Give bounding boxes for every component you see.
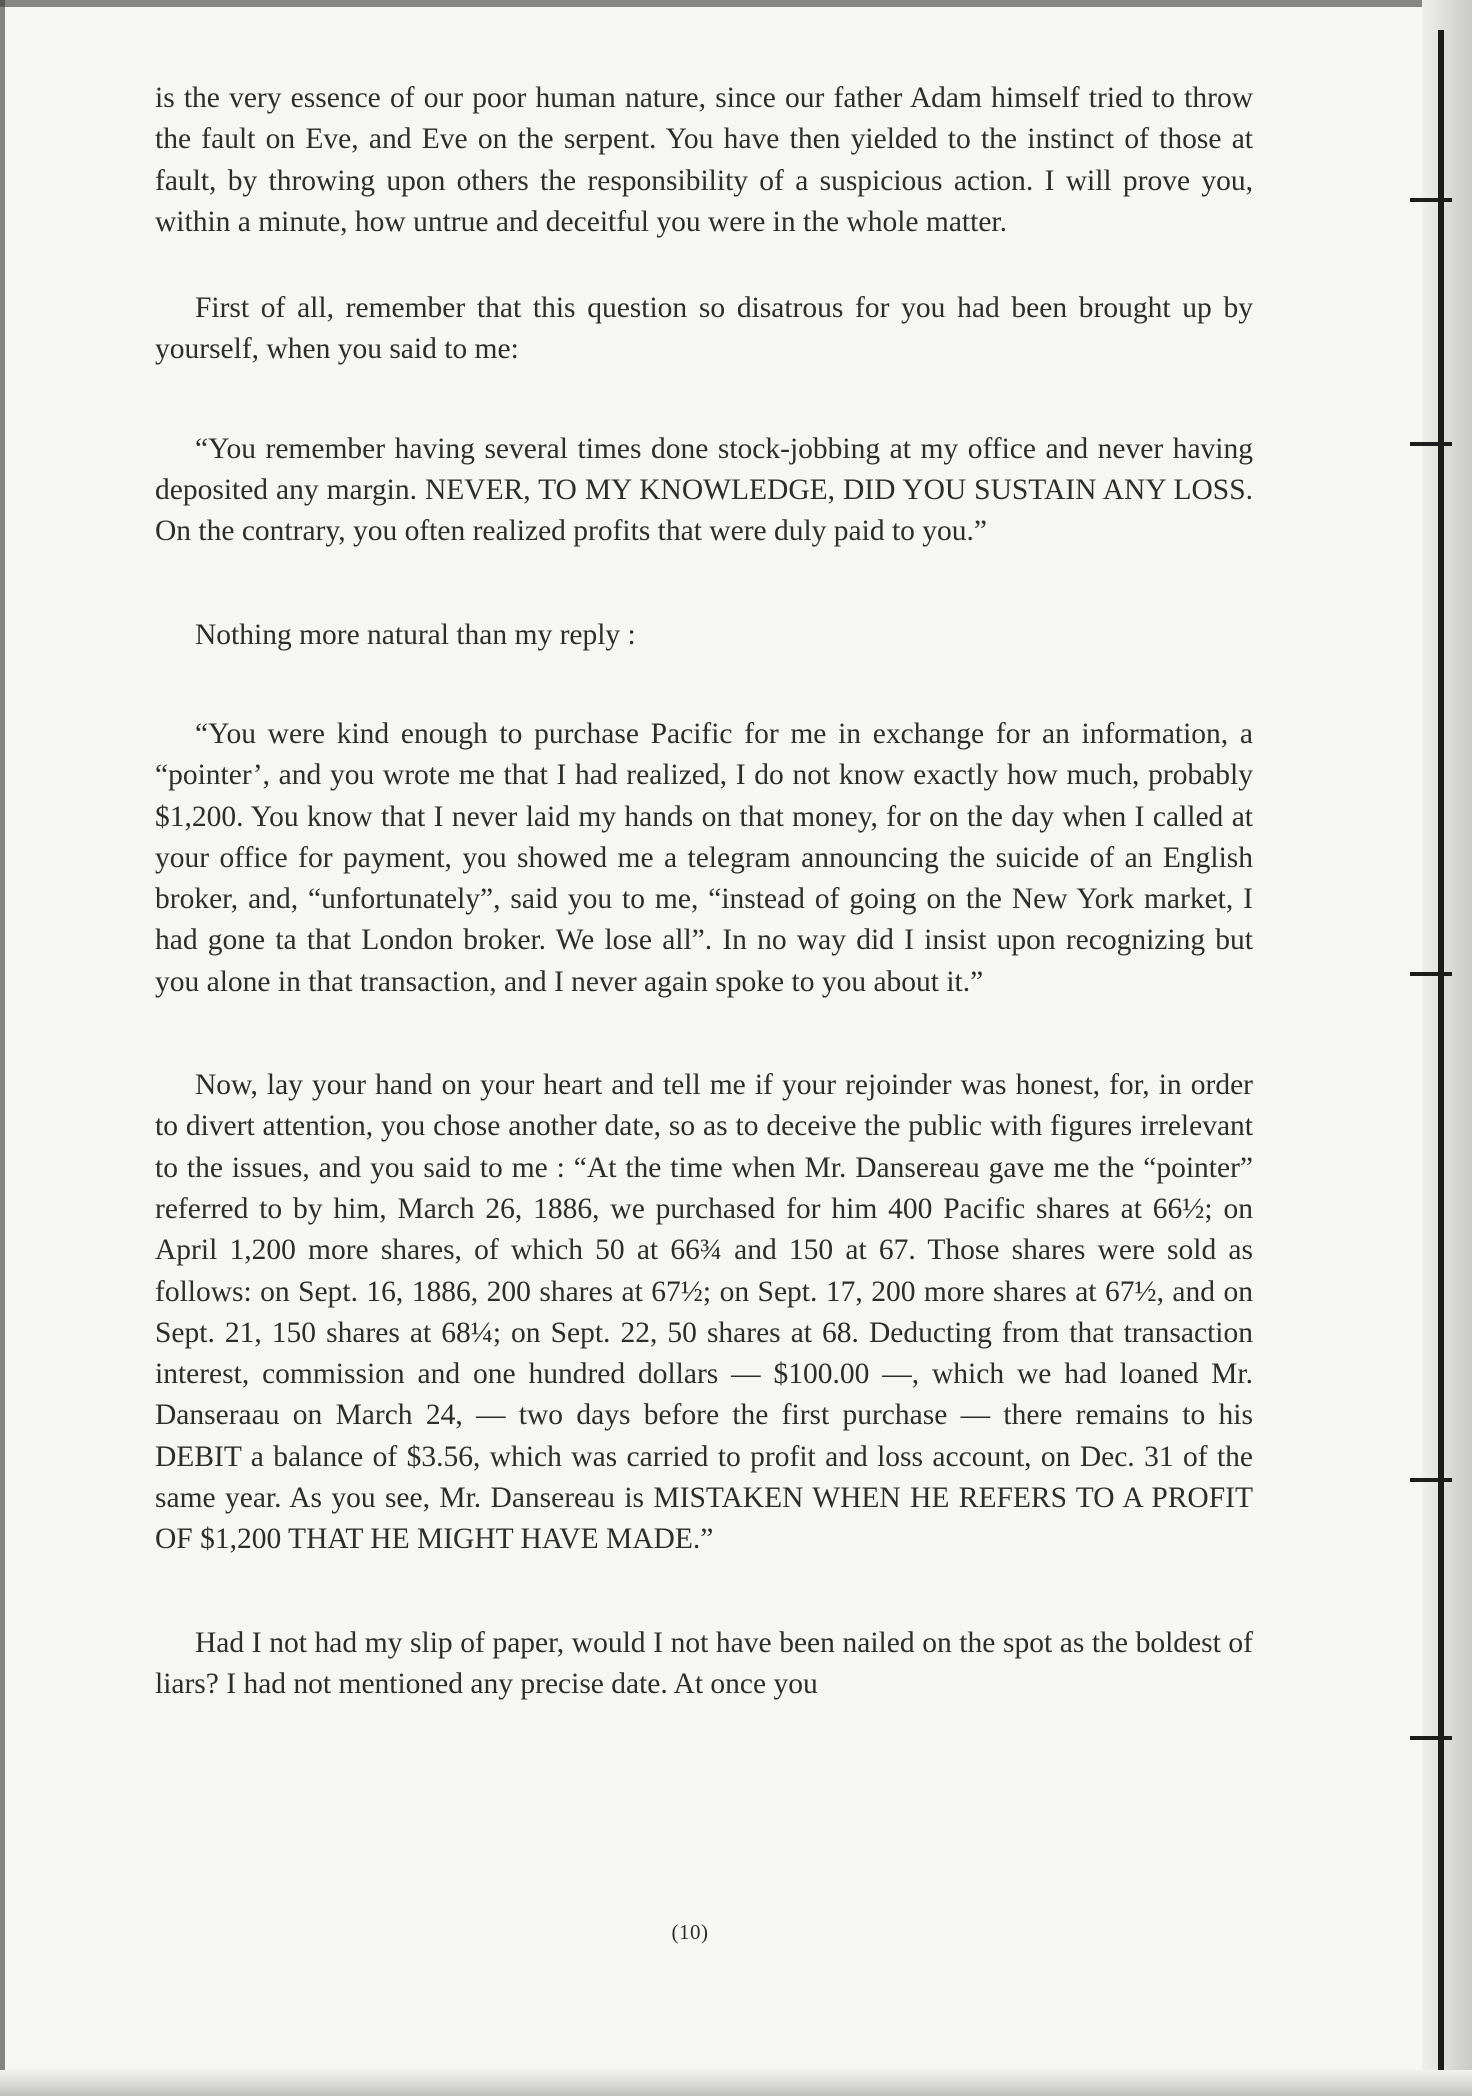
paragraph-rejoinder: Now, lay your hand on your heart and tell me if your rejoinder was honest, for, in order to divert attention, you chose another date, so as to deceive the public with figures irrelevant to the issues, and you said to me : “At the time when Mr. Dansereau gave me the “pointer” referred to by him, March 26, 1886, we purchased for him 400 Pacific shares at 66½; on April 1,200 more shares, of which 50 at 66¾ and 150 at 67. Those shares were sold as follows: on Sept. 16, 1886, 200 shares at 67½; on Sept. 17, 200 more shares at 67½, and on Sept. 21, 150 shares at 68¼; on Sept. 22, 50 shares at 68. Deducting from that transaction interest, commission and one hundred dollars — $100.00 —, which we had loaned Mr. Danseraau on March 24, — two days before the first purchase — there remains to his DEBIT a balance of $3.56, which was carried to profit and loss account, on Dec. 31 of the same year. As you see, Mr. Dansereau is MISTAKEN WHEN HE REFERS TO A PROFIT OF $1,200 THAT HE MIGHT HAVE MADE.” [155,1069,1253,1556]
binding-staple [1410,442,1452,446]
binding-staple [1410,198,1452,202]
scan-left-edge [0,0,5,2096]
paragraph-slip-of-paper: Had I not had my slip of paper, would I not have been nailed on the spot as the boldest of liars? I had not mentioned any precise date. At once you [155,1626,1253,1700]
paragraph-continuation: is the very essence of our poor human nature, since our father Adam himself tried to throw the fault on Eve, and Eve on the serpent. You have then yielded to the instinct of those at fault, by throwing upon others the responsibility of a suspicious action. I will prove you, within a minute, how untrue and deceitful you were in the whole matter. [155,82,1253,238]
body-text [155,78,1253,1705]
paragraph-quote-reply: “You were kind enough to purchase Pacific for me in exchange for an information, a “pointer’, and you wrote me that I had realized, I do not know exactly how much, probably $1,200. You know that I never laid my hands on that money, for on the day when I called at your office for payment, you showed me a telegram announcing the suicide of an English broker, and, “unfortunately”, said you to me, “instead of going on the New York market, I had gone ta that London broker. We lose all”. In no way did I insist upon recognizing but you alone in that transaction, and I never again spoke to you about it.” [155,717,1253,998]
paragraph-quote-broker: “You remember having several times done stock-jobbing at my office and never having deposited any margin. NEVER, TO MY KNOWLEDGE, DID YOU SUSTAIN ANY LOSS. On the contrary, you often realized profits that were duly paid to you.” [155,432,1253,548]
binding-spine-line [1438,30,1444,2090]
binding-strip [1422,0,1472,2096]
scan-bottom-edge [0,2070,1472,2096]
page-number: (10) [671,1920,709,1944]
binding-staple [1410,1736,1452,1740]
scan-top-edge [0,0,1472,7]
binding-staple [1410,1478,1452,1482]
binding-staple [1410,972,1452,976]
paragraph-first-of-all: First of all, remember that this question so disatrous for you had been brought up by yourself, when you said to me: [155,292,1253,366]
paragraph-reply-intro: Nothing more natural than my reply : [195,618,636,651]
